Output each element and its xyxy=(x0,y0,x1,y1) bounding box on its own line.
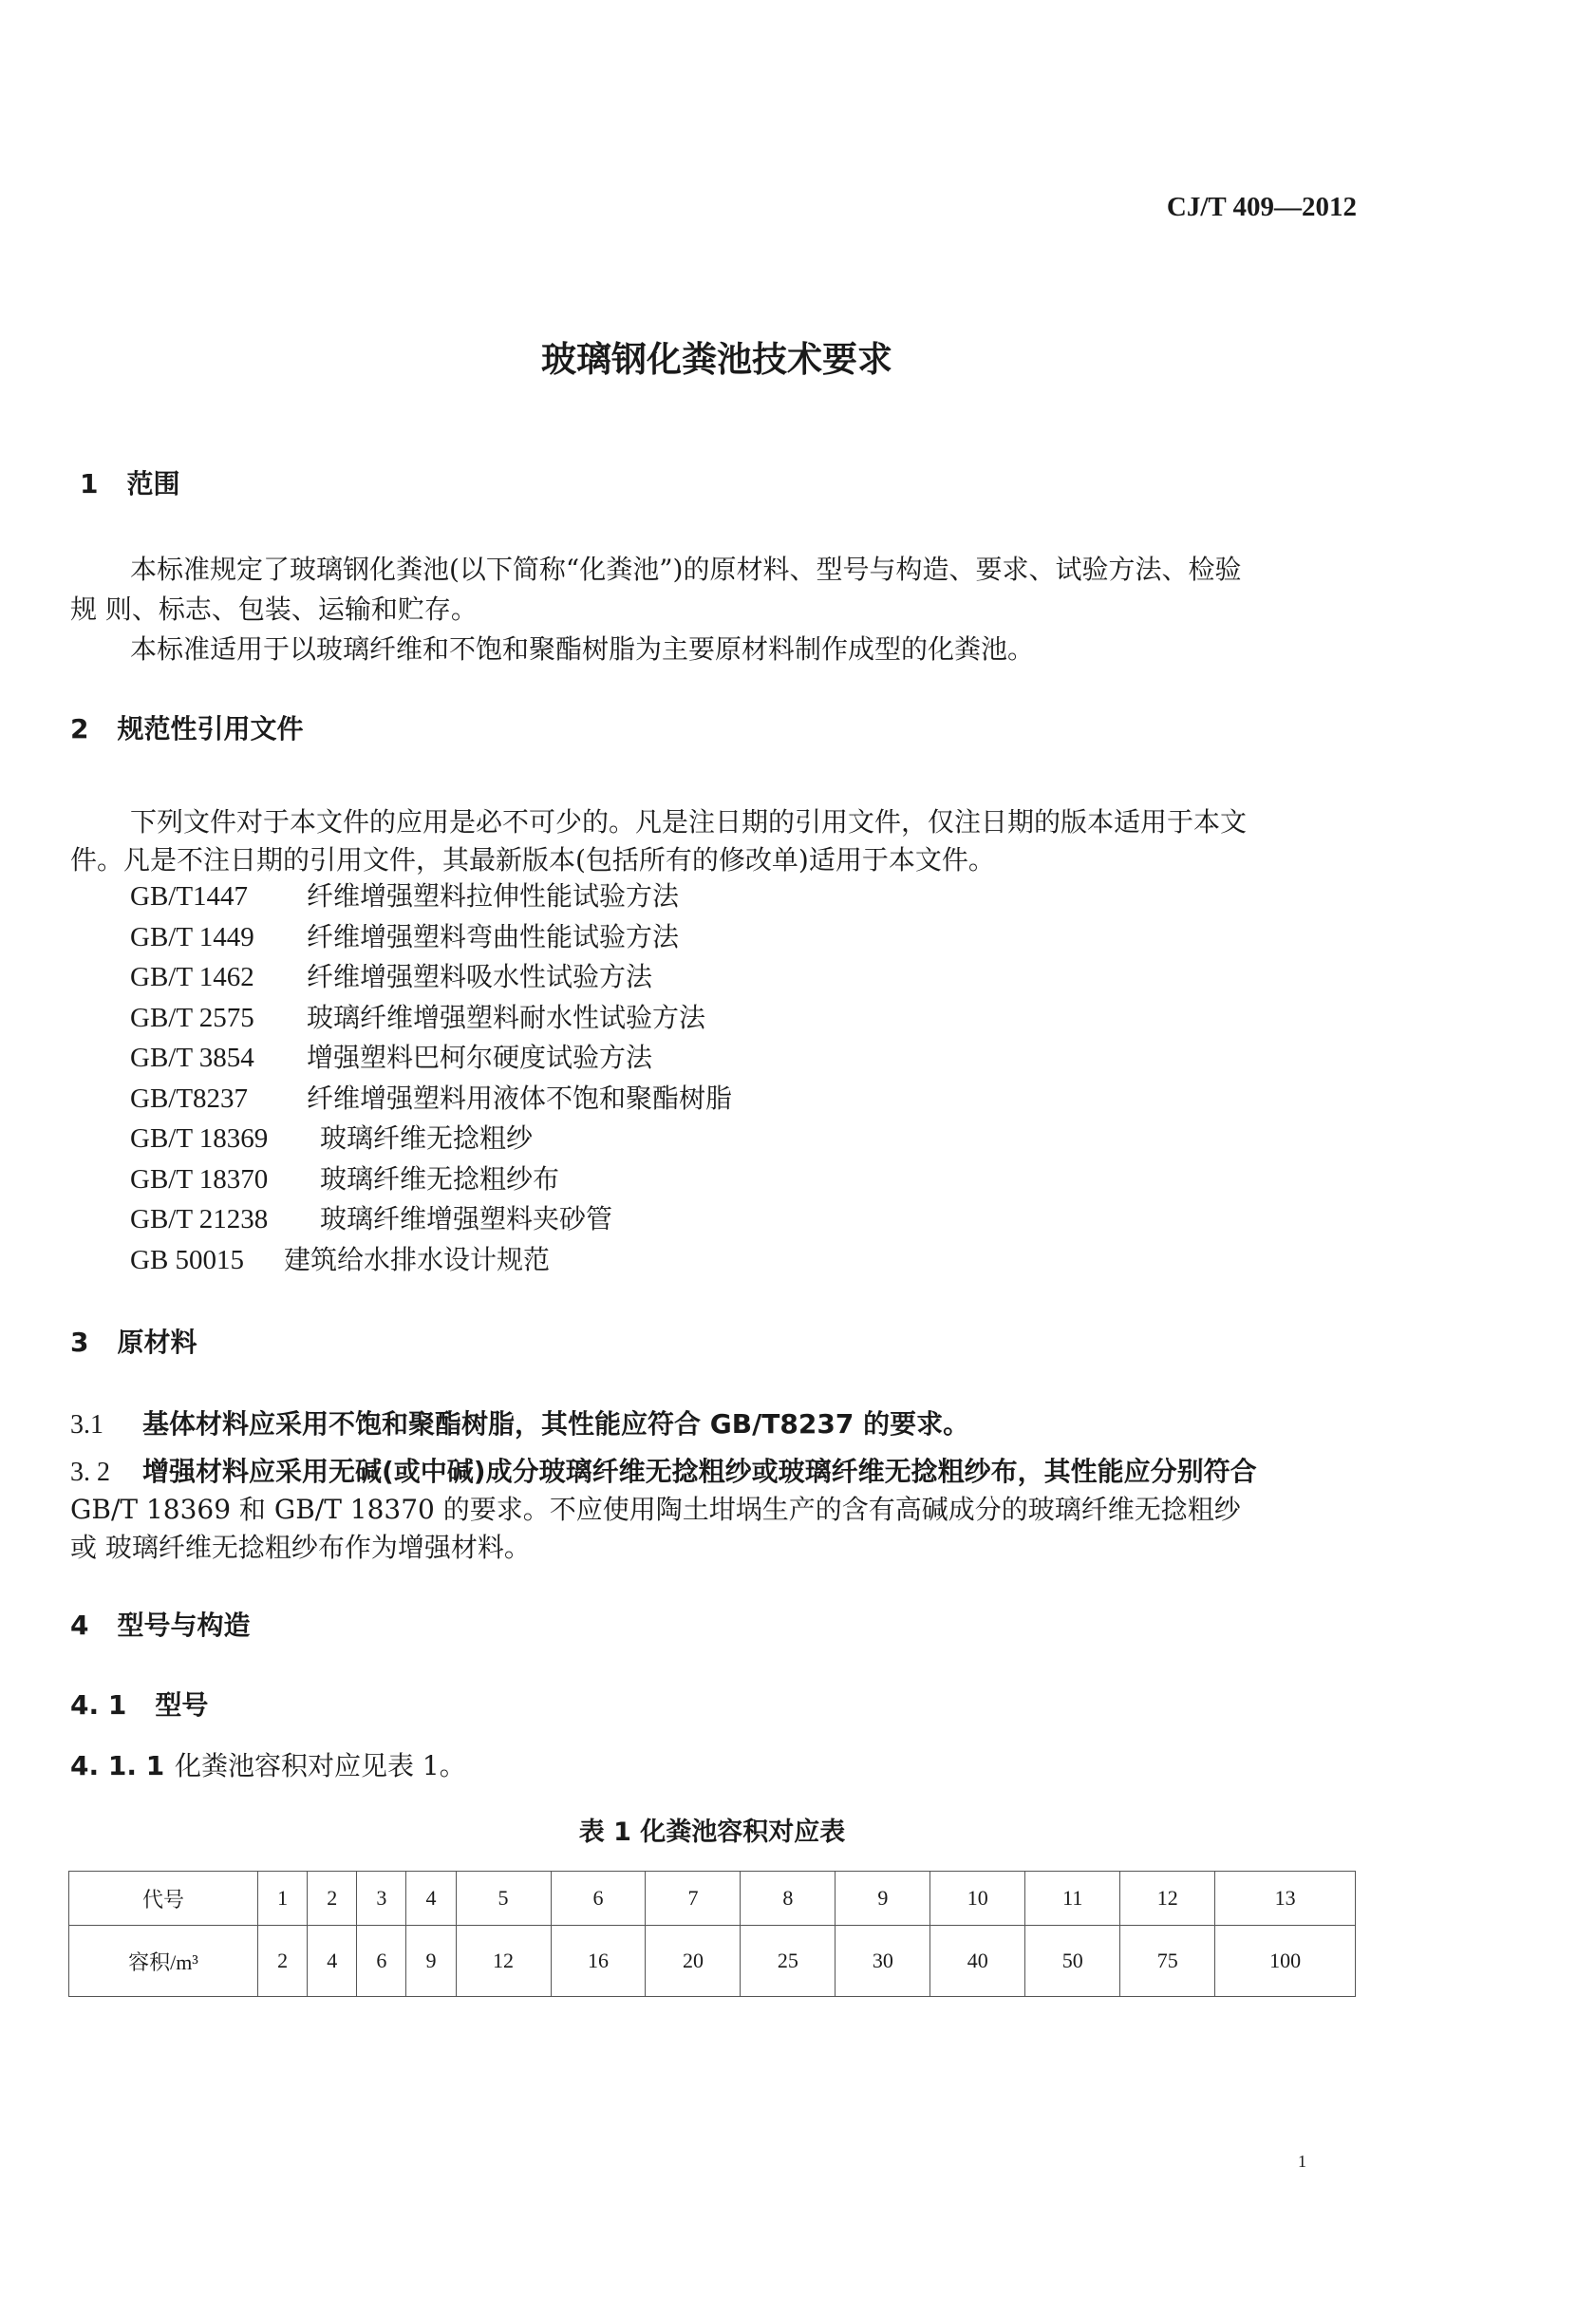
reference-code: GB/T 1462 xyxy=(130,962,254,992)
section-number: 3 xyxy=(70,1327,89,1358)
reference-code: GB/T1447 xyxy=(130,881,249,912)
section-2-heading xyxy=(70,708,304,746)
table-cell-code: 5 xyxy=(456,1872,551,1926)
reference-item xyxy=(130,1158,559,1196)
reference-item xyxy=(130,1239,550,1277)
paragraph: 件。凡是不注日期的引用文件，其最新版本(包括所有的修改单)适用于本文件。 xyxy=(70,844,995,876)
section-title: 型号与构造 xyxy=(117,1610,251,1641)
paragraph: 规 则、标志、包装、运输和贮存。 xyxy=(70,593,478,625)
reference-code: GB/T8237 xyxy=(130,1083,249,1114)
reference-code: GB 50015 xyxy=(130,1245,245,1275)
table-cell-code: 8 xyxy=(741,1872,836,1926)
reference-item xyxy=(130,1078,732,1116)
table-cell-code: 10 xyxy=(930,1872,1025,1926)
table-cell-volume: 20 xyxy=(646,1926,741,1997)
paragraph: 本标准适用于以玻璃纤维和不饱和聚酯树脂为主要原材料制作成型的化粪池。 xyxy=(130,633,1035,665)
clause-number: 4. 1. 1 xyxy=(70,1750,165,1781)
table-row xyxy=(69,1926,1356,1997)
paragraph: 本标准规定了玻璃钢化粪池(以下简称“化粪池”)的原材料、型号与构造、要求、试验方法、检验 xyxy=(130,554,1242,585)
table-cell-volume: 12 xyxy=(456,1926,551,1997)
table-cell-code: 12 xyxy=(1120,1872,1215,1926)
reference-title: 玻璃纤维增强塑料夹砂管 xyxy=(320,1203,613,1234)
row-header: 容积/m³ xyxy=(69,1926,258,1997)
table-row xyxy=(69,1872,1356,1926)
table-cell-volume: 9 xyxy=(406,1926,456,1997)
table-cell-code: 11 xyxy=(1025,1872,1120,1926)
document-title: 玻璃钢化粪池技术要求 xyxy=(541,339,892,380)
reference-item xyxy=(130,916,679,954)
reference-code: GB/T 1449 xyxy=(130,922,254,952)
reference-item xyxy=(130,1037,652,1075)
clause-3-1 xyxy=(70,1405,969,1444)
reference-title: 纤维增强塑料弯曲性能试验方法 xyxy=(307,921,680,952)
table-cell-volume: 50 xyxy=(1025,1926,1120,1997)
reference-item xyxy=(130,1198,612,1236)
table-caption: 表 1 化粪池容积对应表 xyxy=(578,1818,846,1847)
clause-text: 化粪池容积对应见表 1。 xyxy=(175,1750,466,1781)
reference-title: 纤维增强塑料吸水性试验方法 xyxy=(307,961,653,992)
table-cell-code: 6 xyxy=(551,1872,646,1926)
reference-code: GB/T 18370 xyxy=(130,1164,269,1195)
reference-code: GB/T 2575 xyxy=(130,1003,254,1033)
section-1-heading xyxy=(80,463,180,501)
table-cell-code: 4 xyxy=(406,1872,456,1926)
paragraph: 或 玻璃纤维无捻粗纱布作为增强材料。 xyxy=(70,1532,531,1563)
clause-number: 3. 2 xyxy=(70,1458,110,1487)
table-cell-volume: 2 xyxy=(258,1926,308,1997)
section-3-heading xyxy=(70,1322,197,1360)
volume-table xyxy=(68,1871,1356,1997)
clause-number: 3.1 xyxy=(70,1410,103,1440)
page-number: 1 xyxy=(1298,2152,1306,2171)
subsection-4-1-heading xyxy=(70,1685,208,1723)
reference-title: 玻璃纤维增强塑料耐水性试验方法 xyxy=(307,1002,706,1033)
table-cell-volume: 75 xyxy=(1120,1926,1215,1997)
table-cell-volume: 30 xyxy=(836,1926,930,1997)
section-number: 1 xyxy=(80,468,99,499)
table-cell-code: 3 xyxy=(357,1872,406,1926)
paragraph: 下列文件对于本文件的应用是必不可少的。凡是注日期的引用文件，仅注日期的版本适用于本文 xyxy=(130,806,1248,838)
clause-3-2 xyxy=(70,1453,1257,1492)
reference-title: 玻璃纤维无捻粗纱布 xyxy=(320,1163,560,1195)
paragraph: GB/T 18369 和 GB/T 18370 的要求。不应使用陶土坩埚生产的含有高碱成分的玻璃纤维无捻粗纱 xyxy=(70,1494,1241,1525)
reference-item xyxy=(130,1118,533,1156)
table-cell-volume: 16 xyxy=(551,1926,646,1997)
reference-title: 纤维增强塑料拉伸性能试验方法 xyxy=(307,880,680,912)
table-cell-volume: 4 xyxy=(308,1926,357,1997)
section-4-heading xyxy=(70,1605,251,1643)
section-title: 范围 xyxy=(126,468,180,499)
section-title: 原材料 xyxy=(117,1327,197,1358)
table-cell-code: 9 xyxy=(836,1872,930,1926)
section-number: 4 xyxy=(70,1610,89,1641)
section-number: 2 xyxy=(70,713,89,744)
reference-code: GB/T 21238 xyxy=(130,1204,269,1234)
table-cell-code: 1 xyxy=(258,1872,308,1926)
table-cell-code: 13 xyxy=(1215,1872,1356,1926)
reference-code: GB/T 3854 xyxy=(130,1043,254,1073)
reference-title: 建筑给水排水设计规范 xyxy=(284,1244,551,1275)
table-cell-volume: 6 xyxy=(357,1926,406,1997)
clause-4-1-1 xyxy=(70,1747,466,1785)
reference-item xyxy=(130,956,652,994)
reference-item xyxy=(130,997,705,1035)
table-cell-code: 7 xyxy=(646,1872,741,1926)
table-cell-volume: 40 xyxy=(930,1926,1025,1997)
clause-text: 增强材料应采用无碱(或中碱)成分玻璃纤维无捻粗纱或玻璃纤维无捻粗纱布，其性能应分别符合 xyxy=(142,1456,1257,1487)
table-cell-volume: 25 xyxy=(741,1926,836,1997)
section-title: 规范性引用文件 xyxy=(117,713,304,744)
reference-title: 玻璃纤维无捻粗纱 xyxy=(320,1122,534,1154)
standard-number: CJ/T 409—2012 xyxy=(1166,192,1357,222)
reference-code: GB/T 18369 xyxy=(130,1123,269,1154)
row-header: 代号 xyxy=(69,1872,258,1926)
table-cell-code: 2 xyxy=(308,1872,357,1926)
section-title: 型号 xyxy=(155,1689,209,1721)
reference-item xyxy=(130,876,679,914)
reference-title: 纤维增强塑料用液体不饱和聚酯树脂 xyxy=(307,1083,733,1114)
reference-title: 增强塑料巴柯尔硬度试验方法 xyxy=(307,1042,653,1073)
table-cell-volume: 100 xyxy=(1215,1926,1356,1997)
clause-text: 基体材料应采用不饱和聚酯树脂，其性能应符合 GB/T8237 的要求。 xyxy=(142,1408,970,1440)
section-number: 4. 1 xyxy=(70,1689,127,1721)
